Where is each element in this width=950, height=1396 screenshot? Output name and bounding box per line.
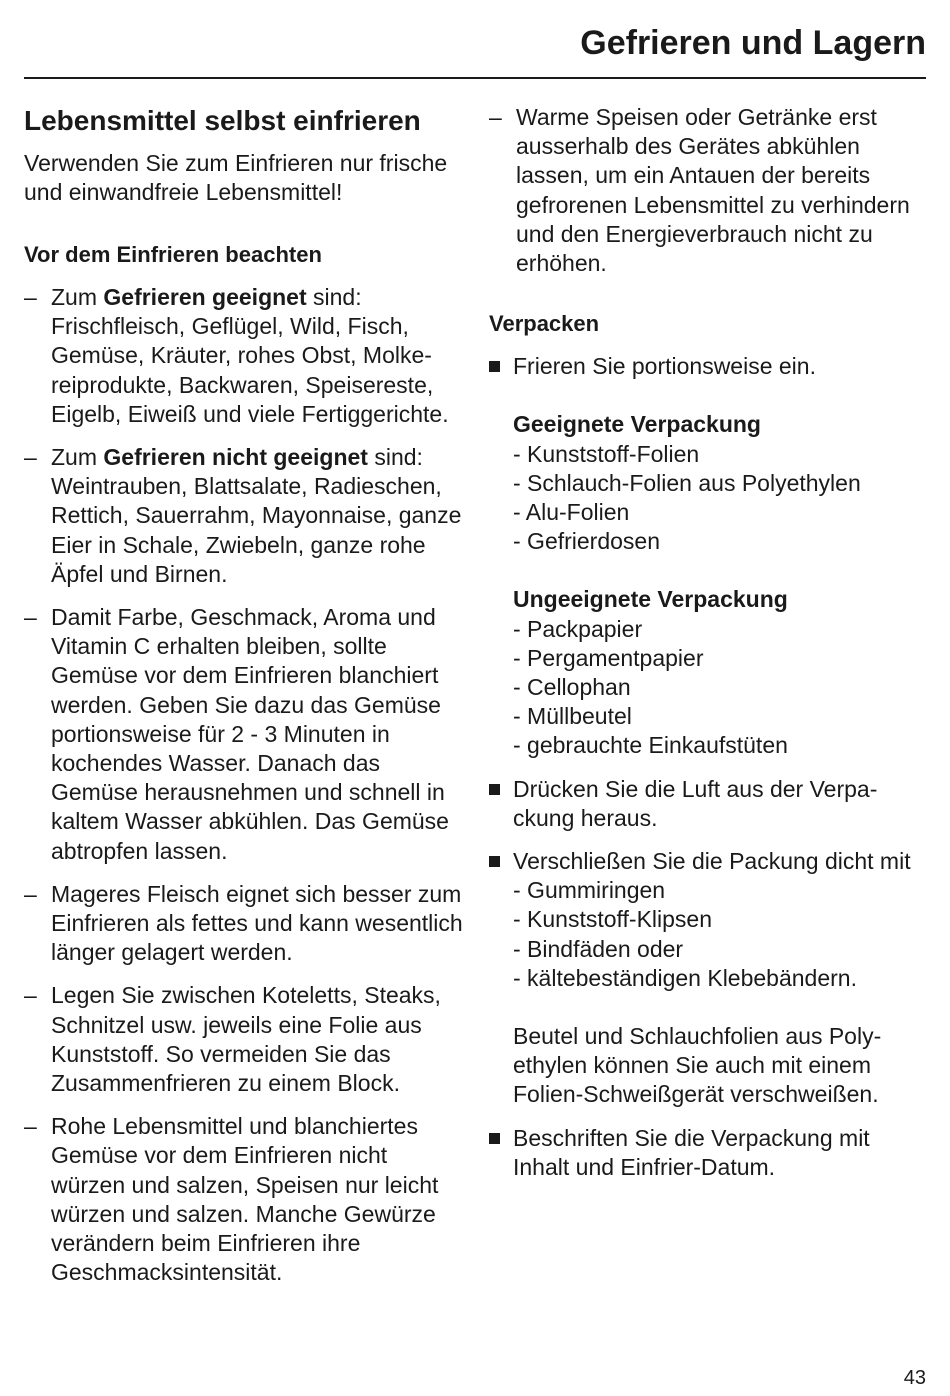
header-divider	[24, 77, 926, 79]
page-title: Gefrieren und Lagern	[580, 24, 926, 62]
item-text: Damit Farbe, Geschmack, Aroma und Vitamin C erhalten bleiben, sollte Gemüse vor dem Einfrieren blanchiert werden. Geben Sie dazu das Gemüse portionsweise für 2 - 3 Minuten in kochendes Wasser. Danach das Gemüse herausnehmen und schnell in kaltem Wasser abkühlen. Das Gemüse abtropfen lassen.	[51, 604, 449, 864]
intro-text: Verwenden Sie zum Einfrieren nur frische und einwandfreie Lebensmittel!	[24, 150, 448, 205]
dash-marker: –	[24, 880, 37, 907]
spacer	[513, 556, 929, 585]
seal-method-item: - Kunststoff-Klipsen	[513, 906, 713, 933]
item-text: Drücken Sie die Luft aus der Verpackung heraus.	[513, 775, 878, 831]
list-item	[489, 352, 929, 760]
subheading-before-freezing: Vor dem Einfrieren beachten	[24, 242, 322, 267]
list-item	[489, 775, 929, 833]
dash-marker: –	[489, 104, 502, 130]
item-text: Beschriften Sie die Verpackung mit Inhalt und Einfrier-Datum.	[513, 1124, 870, 1180]
item-text: Verschließen Sie die Packung dicht mit	[513, 848, 911, 875]
unsuitable-item: - Cellophan	[513, 674, 631, 701]
right-column	[489, 103, 929, 1196]
list-item	[24, 880, 464, 968]
item-text-post: sind: Frischfleisch, Geflügel, Wild, Fisch, Gemüse, Kräuter, rohes Obst, Molkereiprodukte, Backwaren, Speisereste, Eigelb, Eiweiß und viele Fertiggerichte.	[51, 284, 449, 427]
item-text: Rohe Lebensmittel und blanchiertes Gemüse vor dem Einfrieren nicht würzen und salzen, Speisen nur leicht würzen und salzen. Manche Gewürze verändern beim Einfrieren ihre Geschmacksintensität.	[51, 1113, 439, 1286]
list-item	[489, 1124, 929, 1182]
suitable-item: - Kunststoff-Folien	[513, 440, 700, 467]
item-text: Mageres Fleisch eignet sich besser zum Einfrieren als fettes und kann wesentlich länger gelagert werden.	[51, 880, 463, 966]
section-title: Lebensmittel selbst einfrieren	[24, 105, 421, 136]
item-text-bold: Gefrieren geeignet	[103, 284, 307, 310]
suitable-item: - Schlauch-Folien aus Polyethylen	[513, 469, 861, 496]
item-text: Warme Speisen oder Getränke erst ausserhalb des Gerätes abkühlen lassen, um ein Antauen der bereits gefrorenen Lebensmittel zu verhindern und den Energieverbrauch nicht zu erhöhen.	[516, 104, 910, 277]
item-text-post: sind: Weintrauben, Blattsalate, Radieschen, Rettich, Sauerrahm, Mayonnaise, ganze Eier in Schale, Zwiebeln, ganze rohe Äpfel und Birnen.	[51, 444, 462, 587]
left-column	[24, 103, 464, 1302]
list-item	[24, 603, 464, 866]
spacer	[513, 993, 929, 1022]
packaging-list	[489, 352, 929, 1182]
list-item	[24, 283, 464, 429]
unsuitable-item: - Müllbeutel	[513, 703, 632, 730]
list-item	[489, 847, 929, 1110]
item-text-bold: Gefrieren nicht geeignet	[103, 444, 368, 471]
bullet-square-icon	[489, 856, 500, 867]
freezing-tips-list-continued	[489, 103, 929, 278]
dash-marker: –	[24, 444, 37, 471]
subheading-packaging: Verpacken	[489, 311, 600, 337]
item-text: Frieren Sie portionsweise ein.	[513, 353, 816, 380]
bullet-square-icon	[489, 361, 500, 372]
suitable-item: - Alu-Folien	[513, 499, 630, 526]
item-text-pre: Zum	[51, 284, 104, 310]
freezing-tips-list	[24, 283, 464, 1288]
page-number: 43	[903, 1367, 926, 1389]
suitable-packaging-title: Geeignete Verpackung	[513, 411, 761, 438]
seal-method-item: - kältebeständigen Klebebändern.	[513, 964, 857, 991]
dash-marker: –	[24, 604, 37, 631]
bullet-square-icon	[489, 784, 500, 795]
list-item	[24, 1112, 464, 1287]
suitable-item: - Gefrierdosen	[513, 528, 661, 555]
unsuitable-item: - Packpapier	[513, 615, 643, 642]
seal-method-item: - Gummiringen	[513, 877, 666, 904]
dash-marker: –	[24, 982, 37, 1009]
dash-marker: –	[24, 1113, 37, 1140]
dash-marker: –	[24, 284, 37, 310]
list-item	[24, 443, 464, 589]
list-item	[24, 981, 464, 1098]
spacer	[513, 381, 929, 410]
item-text-pre: Zum	[51, 444, 104, 471]
list-item	[489, 103, 929, 278]
seal-method-item: - Bindfäden oder	[513, 935, 684, 962]
bullet-square-icon	[489, 1133, 500, 1144]
unsuitable-item: - Pergamentpapier	[513, 644, 704, 671]
sealing-note: Beutel und Schlauchfolien aus Polyethylen können Sie auch mit einem Folien-Schweißgerät verschweißen.	[513, 1023, 882, 1108]
item-text: Legen Sie zwischen Koteletts, Steaks, Schnitzel usw. jeweils eine Folie aus Kunststoff. So vermeiden Sie das Zusammenfrieren zu einem Block.	[51, 982, 441, 1097]
unsuitable-item: - gebrauchte Einkaufstüten	[513, 732, 788, 759]
unsuitable-packaging-title: Ungeeignete Verpackung	[513, 586, 788, 613]
